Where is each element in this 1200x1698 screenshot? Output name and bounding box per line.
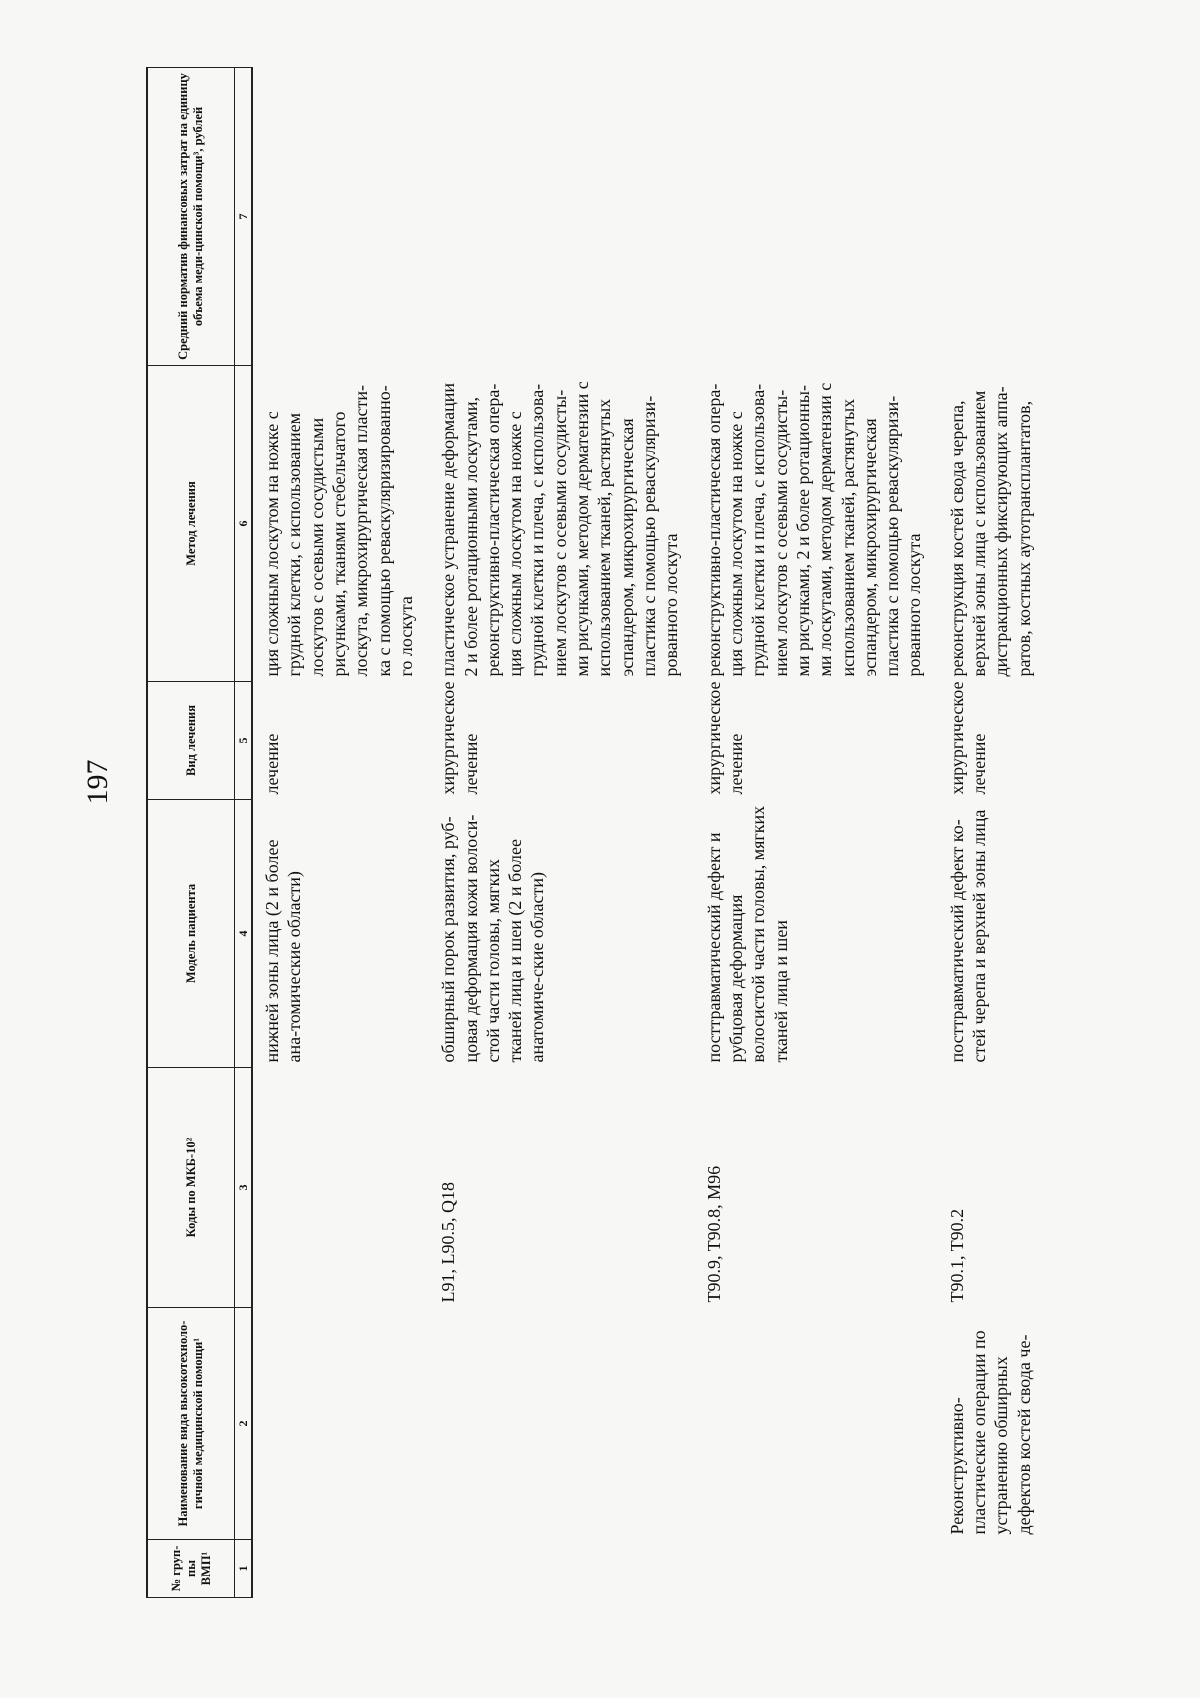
cell-cost bbox=[252, 68, 429, 366]
cell-patient-model: посттравматический дефект ко-стей черепа и верхней зоны лица bbox=[946, 809, 990, 1063]
cell-patient-model: нижней зоны лица (2 и более ана-томические области) bbox=[262, 839, 305, 1063]
cell-treatment-type: лечение bbox=[262, 733, 282, 795]
cell-group bbox=[252, 1540, 429, 1598]
cell-treatment-type: хирургическое лечение bbox=[438, 681, 481, 795]
table-row bbox=[695, 68, 938, 1598]
cell-treatment-method: пластическое устранение деформации 2 и более ротационными лоскутами, реконструктивно-пластическая опера-ция сложным лоскутом на ножке с грудной клетки и плеча, с использова-нием лоскутов с осевыми сосудисты-ми рисунками, методом дерматензии с использованием тканей, растянутых эспандером, микрохирургическая пластика с помощью реваскуляризи-рованного лоскута bbox=[438, 381, 682, 677]
cell-vmp-name bbox=[695, 1308, 938, 1540]
header-treatment-method: Метод лечения bbox=[147, 366, 235, 682]
column-number: 2 bbox=[235, 1308, 253, 1540]
cell-icd-codes bbox=[252, 1068, 429, 1308]
cell-treatment-method: ция сложным лоскутом на ножке с грудной клетки, с использованием лоскутов с осевыми сосудистыми рисунками, тканями стебельчатого лоскута, микрохирургическая пласти-ка с помощью реваскуляризированно-го лоскута bbox=[262, 384, 416, 677]
column-number: 7 bbox=[235, 68, 253, 366]
table-row bbox=[252, 68, 429, 1598]
page-number: 197 bbox=[81, 759, 114, 805]
header-icd-codes: Коды по МКБ-10² bbox=[147, 1068, 235, 1308]
column-number: 1 bbox=[235, 1540, 253, 1598]
header-row bbox=[147, 68, 235, 1598]
cell-treatment-type: хирургическое лечение bbox=[946, 681, 990, 795]
cell-patient-model: обширный порок развития, руб-цовая деформация кожи волоси-стой части головы, мягких тканей лица и шеи (2 и более анатомиче-ские области) bbox=[438, 814, 548, 1063]
cell-cost bbox=[429, 68, 694, 366]
cell-treatment-type: хирургическое лечение bbox=[703, 681, 746, 795]
header-cost-standard: Средний норматив финансовых затрат на единицу объема меди-цинской помощи³, рублей bbox=[147, 68, 235, 366]
header-vmp-name: Наименование вида высокотехноло-гичной медицинской помощи¹ bbox=[147, 1308, 235, 1540]
cell-icd-codes: T90.1, T90.2 bbox=[946, 1208, 967, 1303]
cell-treatment-method: реконструктивно-пластическая опера-ция сложным лоскутом на ножке с грудной клетки и плеча, с использова-нием лоскутов с осевыми сосудисты-ми рисунками, 2 и более ротационны-ми лоскутами, методом дерматензии с использованием тканей, растянутых эспандером, микрохирургическая пластика с помощью реваскуляризи-рованного лоскута bbox=[703, 382, 925, 677]
table-row bbox=[938, 68, 1047, 1598]
column-number: 3 bbox=[235, 1068, 253, 1308]
column-number-row bbox=[235, 68, 253, 1598]
cell-cost bbox=[938, 68, 1047, 366]
cell-patient-model: посттравматический дефект и рубцовая деформация волосистой части головы, мягких тканей лица и шеи bbox=[703, 805, 791, 1063]
cell-vmp-name bbox=[252, 1308, 429, 1540]
cell-vmp-name bbox=[429, 1308, 694, 1540]
cell-group bbox=[429, 1540, 694, 1598]
header-treatment-type: Вид лечения bbox=[147, 682, 235, 800]
column-number: 5 bbox=[235, 682, 253, 800]
cell-group bbox=[695, 1540, 938, 1598]
cell-vmp-name: Реконструктивно-пластические операции по устранению обширных дефектов костей свода че- bbox=[946, 1330, 1034, 1535]
cell-icd-codes: L91, L90.5, Q18 bbox=[438, 1182, 459, 1303]
column-number: 6 bbox=[235, 366, 253, 682]
column-number: 4 bbox=[235, 800, 253, 1068]
header-group-number: № груп-пы ВМП¹ bbox=[147, 1540, 235, 1598]
cell-icd-codes: T90.9, T90.8, M96 bbox=[703, 1165, 724, 1303]
header-patient-model: Модель пациента bbox=[147, 800, 235, 1068]
vmp-table bbox=[146, 67, 1047, 1598]
table-row bbox=[429, 68, 694, 1598]
cell-treatment-method: реконструкция костей свода черепа, верхней зоны лица с использованием дистракционных фиксирующих аппа-ратов, костных аутотрансплантатов, bbox=[946, 386, 1034, 677]
cell-group bbox=[938, 1540, 1047, 1598]
rotated-page-content bbox=[146, 68, 1066, 1598]
cell-cost bbox=[695, 68, 938, 366]
